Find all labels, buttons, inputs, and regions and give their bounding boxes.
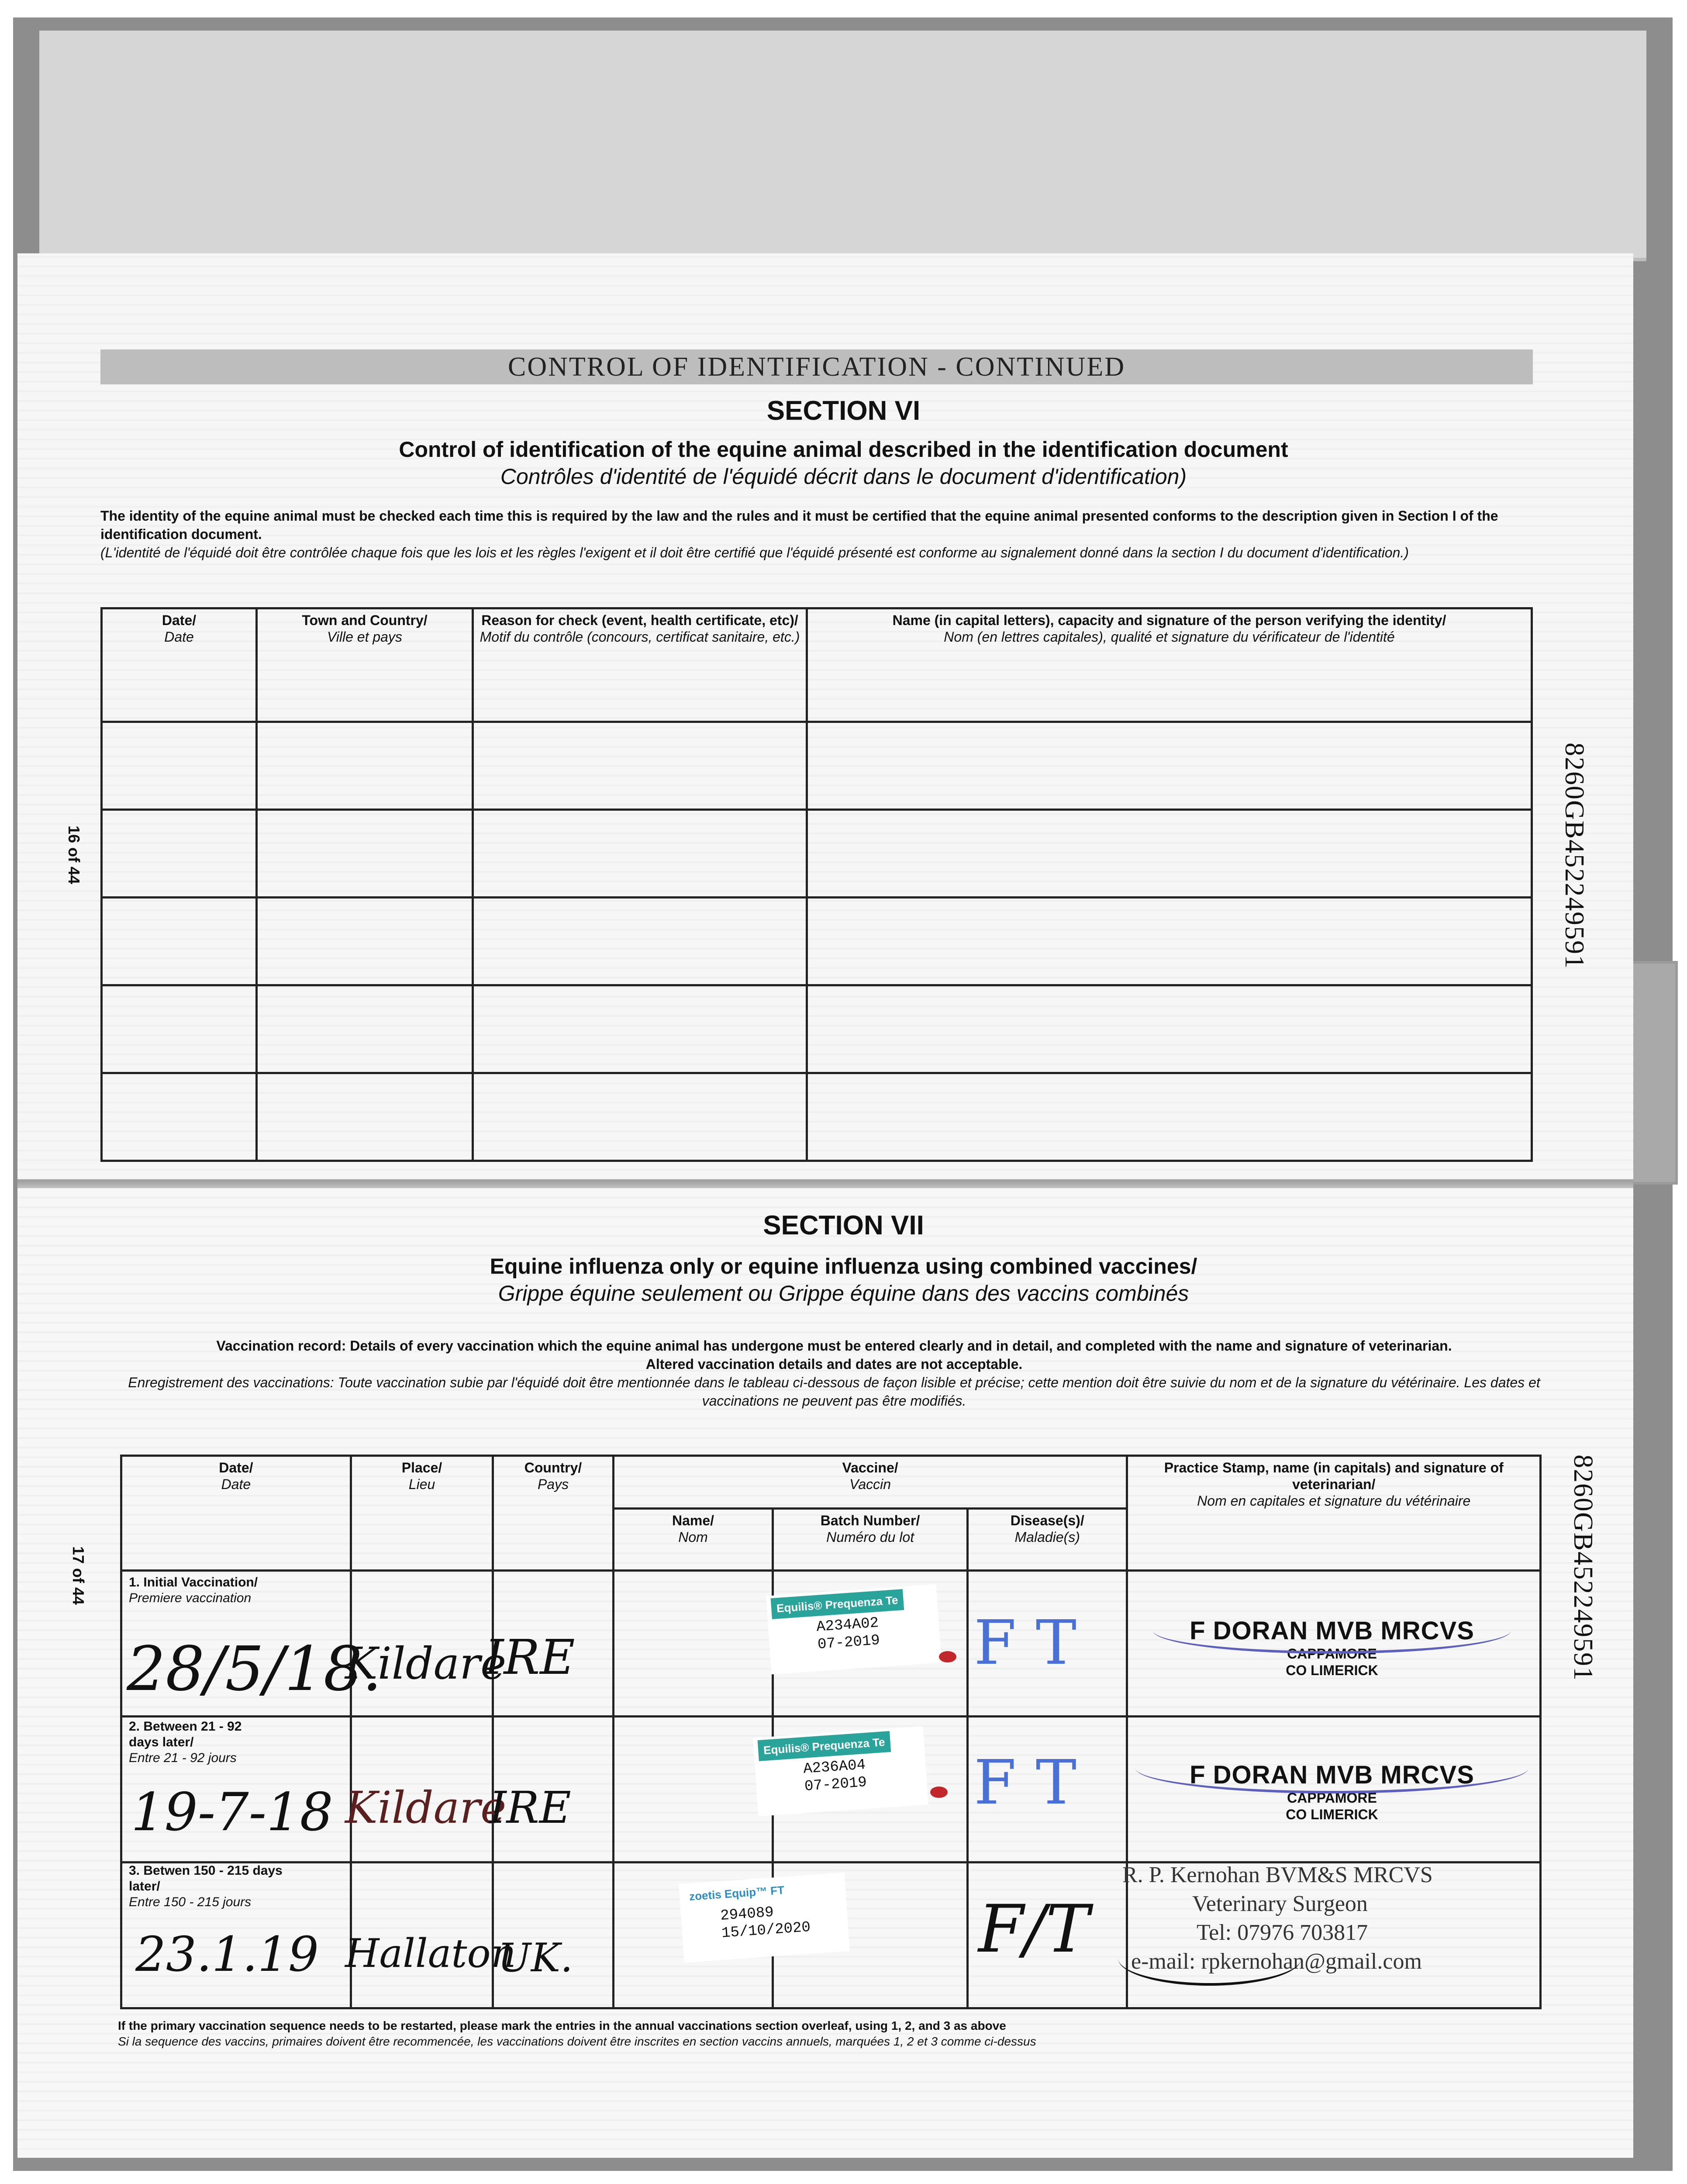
header-name: Name/ Nom: [613, 1509, 773, 1571]
row-3-country: UK.: [498, 1935, 573, 1981]
row-2-place: Kildare: [345, 1782, 507, 1833]
row-2-vet-stamp: F DORAN MVB MRCVS CAPPAMORE CO LIMERICK: [1190, 1761, 1474, 1822]
row-3-disease: F/T: [978, 1891, 1090, 1967]
note-english-2: Altered vaccination details and dates are not acceptable.: [645, 1356, 1023, 1372]
table-header-row: [102, 608, 1532, 722]
section-vii-subtitle: Grippe équine seulement ou Grippe équine dans des vaccins combinés: [498, 1281, 1189, 1306]
page-number-16: 16 of 44: [65, 826, 83, 885]
header-stamp: Practice Stamp, name (in capitals) and signature of veterinarian/ Nom en capitales et signature du vétérinaire: [1127, 1456, 1541, 1571]
table-row: [102, 1073, 1532, 1161]
section-vi-heading: SECTION VI: [766, 396, 921, 426]
table-row: [102, 810, 1532, 898]
row-2-batch-sticker: Equilis® Prequenza Te A236A04 07-2019: [753, 1726, 928, 1817]
passport-serial-bottom: 8260GB452249591: [1568, 1455, 1598, 1682]
red-mark: [930, 1787, 948, 1798]
banner-title: CONTROL OF IDENTIFICATION - CONTINUED: [507, 352, 1126, 382]
row-3-place: Hallaton: [345, 1931, 516, 1977]
footnote: If the primary vaccination sequence needs to be restarted, please mark the entries in the annual vaccinations section overleaf, using 1, 2, and 3 as above Si la sequence des vaccins, primaires doivent être recommencée, les vaccinations doivent être inscrites en section vaccins annuels, marquées 1, 2 et 3 comme ci-dessus: [118, 2019, 1036, 2048]
table-row: [102, 985, 1532, 1073]
header-vaccine: Vaccine/ Vaccin: [613, 1456, 1127, 1509]
section-vii-title: Equine influenza only or equine influenza using combined vaccines/: [490, 1254, 1197, 1279]
section-vi-subtitle: Contrôles d'identité de l'équidé décrit dans le document d'identification): [500, 464, 1187, 489]
section-vi-note: [100, 507, 1511, 562]
note-french: (L'identité de l'équidé doit être contrôlée chaque fois que les lois et les règles l'exigent et il doit être certifié que l'équidé présenté est conforme au signalement donné dans la section I du document d'identification.): [100, 545, 1409, 560]
header-date: Date/ Date: [121, 1456, 351, 1571]
row-1-label: 1. Initial Vaccination/ Premiere vaccination: [129, 1575, 258, 1605]
row-2-country: IRE: [489, 1782, 571, 1833]
row-1-signature: [1153, 1607, 1511, 1654]
row-1-batch-sticker: Equilis® Prequenza Te A234A02 07-2019: [766, 1584, 942, 1675]
row-3-date: 23.1.19: [135, 1926, 319, 1982]
row-2-disease: F T: [974, 1747, 1077, 1818]
header-date: Date/ Date: [102, 608, 257, 722]
header-country: Country/ Pays: [493, 1456, 613, 1571]
row-3-vet-stamp: R. P. Kernohan BVM&S MRCVS Veterinary Surgeon Tel: 07976 703817 e-mail: rpkernohan@gmail.com: [1122, 1863, 1433, 1974]
identity-check-table: [100, 607, 1533, 1162]
row-3-label: 3. Betwen 150 - 215 days later/ Entre 150 - 215 jours: [129, 1863, 283, 1909]
page-number-17: 17 of 44: [69, 1546, 87, 1605]
header-disease: Disease(s)/ Maladie(s): [967, 1509, 1127, 1571]
note-french: Enregistrement des vaccinations: Toute vaccination subie par l'équidé doit être mentionnée dans le tableau ci-dessous de façon lisible et précise; cette mention doit être suivie du nom et de la signature du vétérinaire. Les dates et vaccinations ne peuvent pas être modifiés.: [128, 1375, 1540, 1409]
row-1-country: IRE: [485, 1629, 575, 1685]
header-verifier: Name (in capital letters), capacity and signature of the person verifying the identity/ Nom (en lettres capitales), qualité et signature du vérificateur de l'identité: [807, 608, 1532, 722]
plastic-sleeve: [39, 31, 1646, 261]
section-vii-note: [127, 1337, 1542, 1410]
note-english-1: Vaccination record: Details of every vaccination which the equine animal has undergone must be entered clearly and in detail, and completed with the name and signature of veterinarian.: [216, 1338, 1452, 1354]
header-town-country: Town and Country/ Ville et pays: [257, 608, 473, 722]
row-1-vet-stamp: F DORAN MVB MRCVS CAPPAMORE CO LIMERICK: [1190, 1617, 1474, 1678]
section-vi-title: Control of identification of the equine animal described in the identification document: [399, 437, 1288, 462]
red-mark: [939, 1651, 956, 1662]
table-row: [102, 898, 1532, 985]
row-3-batch-sticker: zoetis Equip™ FT 294089 15/10/2020: [679, 1873, 850, 1963]
row-2-date: 19-7-18: [131, 1782, 333, 1843]
header-batch: Batch Number/ Numéro du lot: [773, 1509, 968, 1571]
section-vii-heading: SECTION VII: [763, 1210, 924, 1241]
header-place: Place/ Lieu: [351, 1456, 493, 1571]
note-english: The identity of the equine animal must be checked each time this is required by the law and the rules and it must be certified that the equine animal presented conforms to the description given in Section I of the identification document.: [100, 508, 1498, 542]
row-1-place: Kildare: [345, 1638, 507, 1689]
passport-serial-top: 8260GB452249591: [1559, 743, 1589, 970]
row-3-signature: [1118, 1931, 1301, 1986]
table-row: [102, 722, 1532, 810]
row-1-date: 28/5/18.: [127, 1634, 382, 1705]
row-2-label: 2. Between 21 - 92 days later/ Entre 21 - 92 jours: [129, 1719, 242, 1765]
row-1-disease: F T: [974, 1607, 1077, 1679]
header-reason: Reason for check (event, health certificate, etc)/ Motif du contrôle (concours, certificat sanitaire, etc.): [473, 608, 807, 722]
row-2-signature: [1135, 1743, 1528, 1794]
header-row-1: [121, 1456, 1541, 1509]
section-banner: [100, 349, 1533, 384]
